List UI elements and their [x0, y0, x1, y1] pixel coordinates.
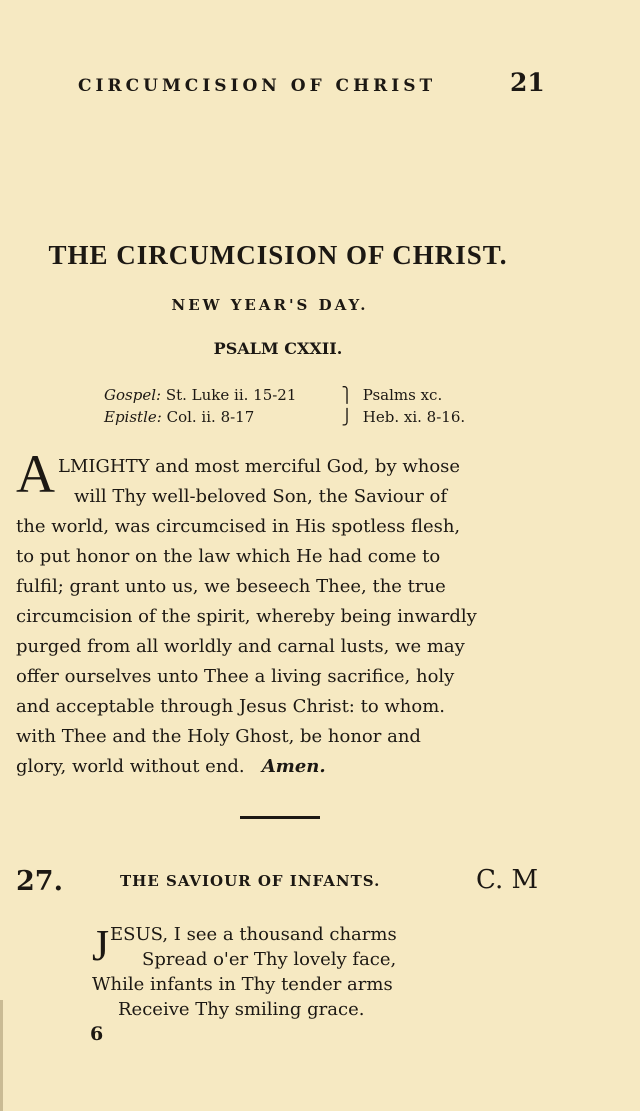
hymn-title: THE SAVIOUR OF INFANTS. [120, 872, 381, 890]
page-edge [0, 1000, 3, 1111]
lesson-label: Gospel: [104, 386, 162, 404]
psalm-reference: PSALM CXXII. [213, 339, 343, 358]
running-head: CIRCUMCISION OF CHRIST [78, 76, 437, 96]
lessons-row [104, 406, 465, 428]
lesson-psalm: Psalms xc. [362, 386, 443, 404]
signature-mark: 6 [90, 1023, 104, 1045]
brace: ⎫ [341, 386, 353, 404]
hymn-meter: C. M [476, 865, 539, 895]
amen: Amen. [261, 756, 326, 777]
collect-dropcap: A [16, 444, 55, 504]
collect-line: the world, was circumcised in His spotless flesh, [16, 516, 461, 537]
collect-line-text: glory, world without end. [16, 756, 245, 777]
verse-line: Receive Thy smiling grace. [118, 999, 365, 1020]
page-number: 21 [510, 68, 545, 97]
collect-last-line [16, 752, 548, 782]
lesson-label: Epistle: [104, 408, 162, 426]
collect-line: will Thy well-beloved Son, the Saviour of [74, 486, 448, 507]
hymn-number: 27. [16, 866, 63, 897]
collect-line: fulfil; grant unto us, we beseech Thee, the true [16, 576, 446, 597]
page-title: THE CIRCUMCISION OF CHRIST. [48, 240, 508, 270]
collect-line: with Thee and the Holy Ghost, be honor and [16, 726, 421, 747]
collect-line: to put honor on the law which He had come to [16, 546, 441, 567]
verse-line: While infants in Thy tender arms [92, 974, 393, 995]
section-divider [240, 816, 320, 819]
collect-prayer [16, 452, 548, 782]
lesson-reading: Col. ii. 8-17 [166, 408, 255, 426]
hymn-verse [92, 922, 397, 1022]
subtitle: NEW YEAR'S DAY. [171, 296, 369, 314]
lesson-psalm: Heb. xi. 8-16. [362, 408, 466, 426]
brace: ⎭ [341, 408, 353, 426]
collect-line: and acceptable through Jesus Christ: to whom. [16, 696, 446, 717]
collect-line: offer ourselves unto Thee a living sacrifice, holy [16, 666, 455, 687]
verse-dropcap: J [92, 921, 110, 970]
collect-line: LMIGHTY and most merciful God, by whose [58, 456, 461, 477]
lessons-block [104, 384, 465, 428]
verse-line: ESUS, I see a thousand charms [110, 924, 397, 945]
lessons-row [104, 384, 465, 406]
lesson-reading: St. Luke ii. 15-21 [165, 386, 297, 404]
collect-line: circumcision of the spirit, whereby being inwardly [16, 606, 477, 627]
collect-line: purged from all worldly and carnal lusts, we may [16, 636, 465, 657]
verse-line: Spread o'er Thy lovely face, [142, 949, 397, 970]
